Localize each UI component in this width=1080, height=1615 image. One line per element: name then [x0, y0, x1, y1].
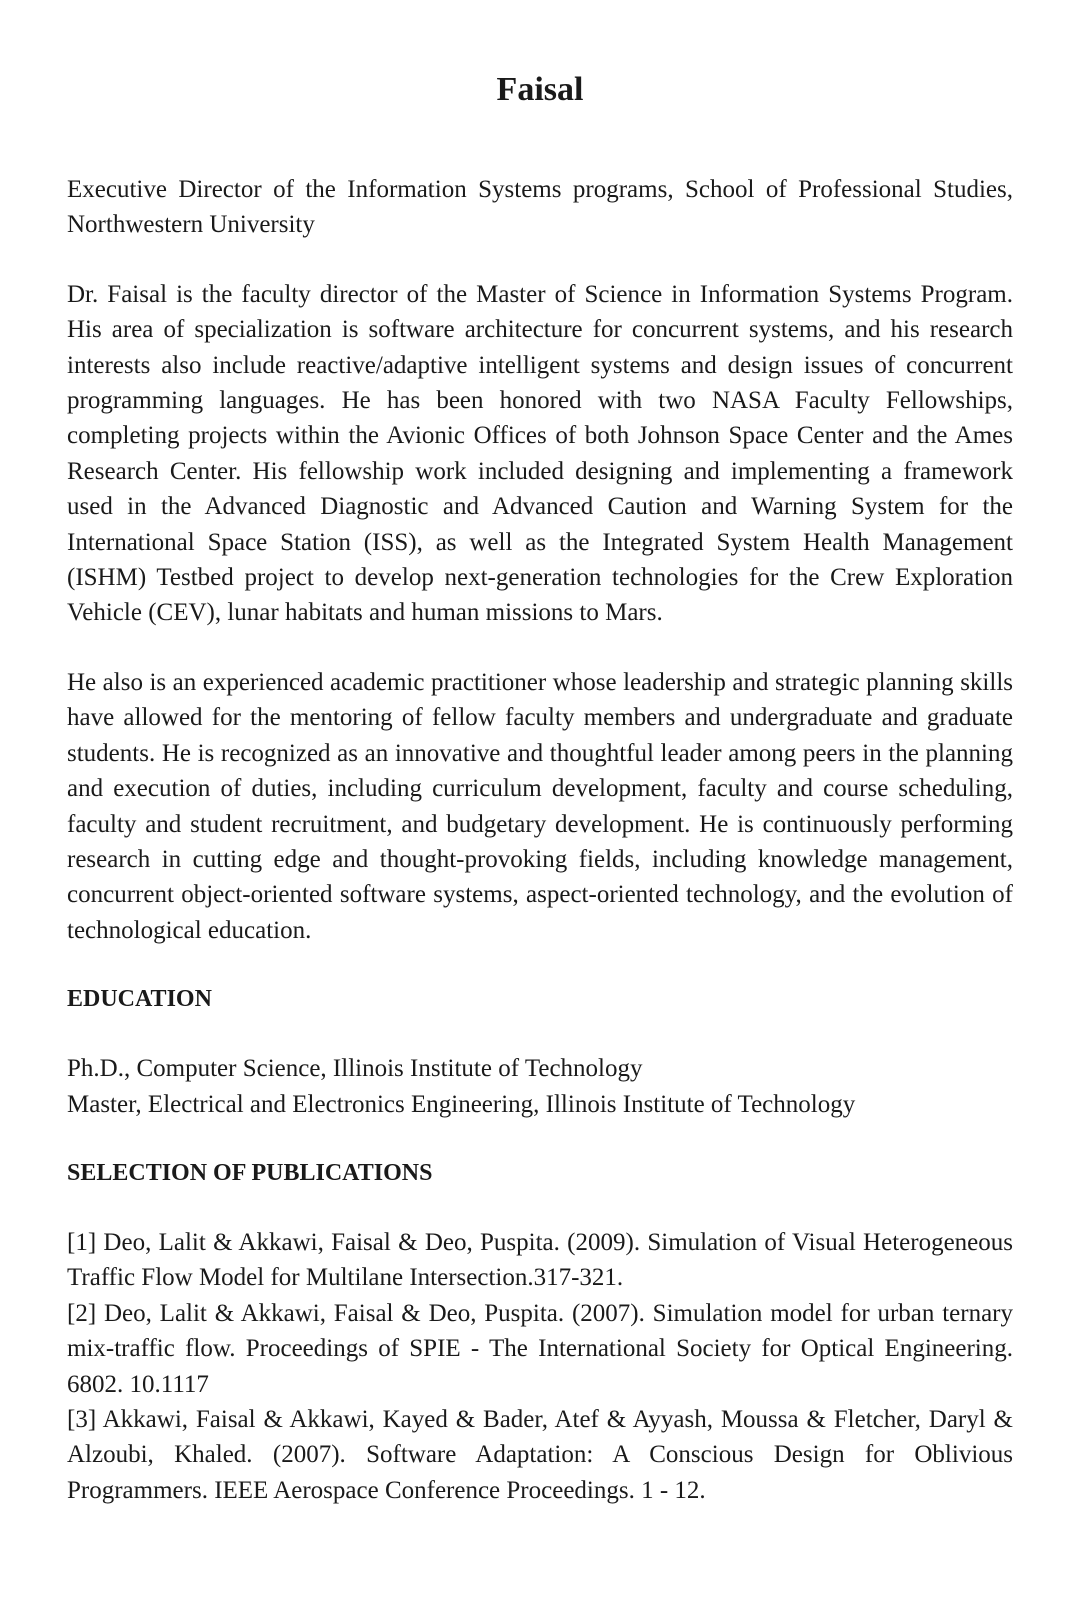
- publications-list: [67, 1225, 1013, 1508]
- publication-item: [2] Deo, Lalit & Akkawi, Faisal & Deo, Puspita. (2007). Simulation model for urban ternary mix-traffic flow. Proceedings of SPIE - The International Society for Optical Engineering. 6802. 10.1117: [67, 1299, 1013, 1398]
- publication-item: [3] Akkawi, Faisal & Akkawi, Kayed & Bader, Atef & Ayyash, Moussa & Fletcher, Daryl & Alzoubi, Khaled. (2007). Software Adaptation: A Conscious Design for Oblivious Programmers. IEEE Aerospace Conference Proceedings. 1 - 12.: [67, 1405, 1013, 1504]
- education-list: [67, 1051, 1013, 1122]
- education-heading: EDUCATION: [67, 986, 212, 1013]
- page-title: Faisal: [496, 71, 584, 108]
- publications-heading: SELECTION OF PUBLICATIONS: [67, 1159, 433, 1186]
- document-page: [67, 62, 1013, 1508]
- bio-paragraph-1: Dr. Faisal is the faculty director of the Master of Science in Information Systems Program. His area of specialization is software architecture for concurrent systems, and his research interests also include reactive/adaptive intelligent systems and design issues of concurrent programming languages. He has been honored with two NASA Faculty Fellowships, completing projects within the Avionic Offices of both Johnson Space Center and the Ames Research Center. His fellowship work included designing and implementing a framework used in the Advanced Diagnostic and Advanced Caution and Warning System for the International Space Station (ISS), as well as the Integrated System Health Management (ISHM) Testbed project to develop next-generation technologies for the Crew Exploration Vehicle (CEV), lunar habitats and human missions to Mars.: [67, 280, 1013, 627]
- bio-paragraph-2: He also is an experienced academic practitioner whose leadership and strategic planning skills have allowed for the mentoring of fellow faculty members and undergraduate and graduate students. He is recognized as an innovative and thoughtful leader among peers in the planning and execution of duties, including curriculum development, faculty and course scheduling, faculty and student recruitment, and budgetary development. He is continuously performing research in cutting edge and thought-provoking fields, including knowledge management, concurrent object-oriented software systems, aspect-oriented technology, and the evolution of technological education.: [67, 668, 1013, 944]
- position-paragraph: Executive Director of the Information Systems programs, School of Professional Studies, Northwestern University: [67, 176, 1013, 239]
- education-item: Ph.D., Computer Science, Illinois Institute of Technology: [67, 1055, 643, 1083]
- education-item: Master, Electrical and Electronics Engineering, Illinois Institute of Technology: [67, 1090, 856, 1118]
- publication-item: [1] Deo, Lalit & Akkawi, Faisal & Deo, Puspita. (2009). Simulation of Visual Heterogeneous Traffic Flow Model for Multilane Intersection.317-321.: [67, 1228, 1013, 1292]
